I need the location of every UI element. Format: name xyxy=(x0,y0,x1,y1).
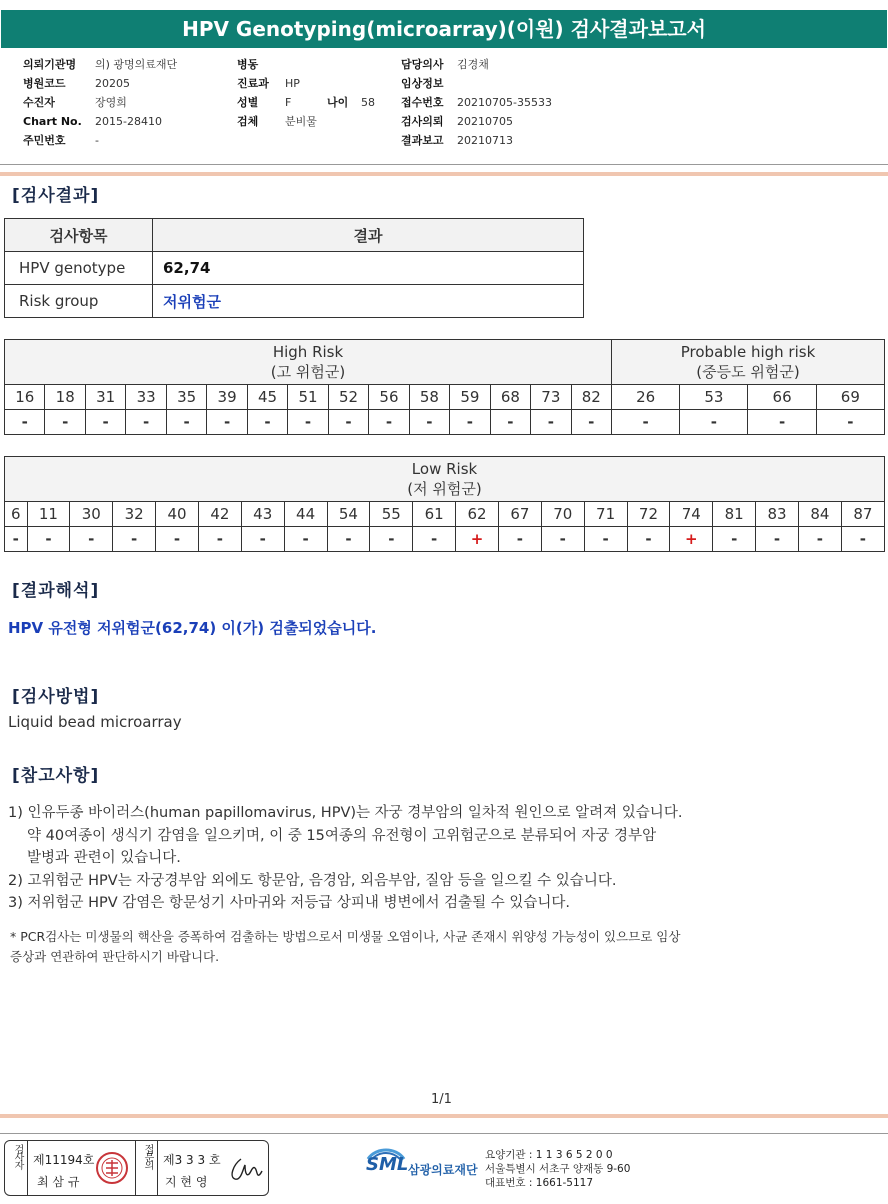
genotype-type-cell: 43 xyxy=(241,502,284,527)
genotype-result-cell: - xyxy=(413,527,456,552)
info-row xyxy=(237,114,375,133)
genotype-result-cell: - xyxy=(498,527,541,552)
genotype-result-cell: - xyxy=(5,527,28,552)
info-value: 김경채 xyxy=(457,58,489,71)
header-result: 결과 xyxy=(153,219,584,252)
info-label: 검체 xyxy=(237,115,259,128)
genotype-result-cell: - xyxy=(247,410,287,435)
probable-risk-title: Probable high risk xyxy=(680,343,816,361)
note-line: 3) 저위험군 HPV 감염은 항문성기 사마귀와 저등급 상피내 병변에서 검출될 수 있습니다. xyxy=(8,895,570,911)
genotype-type-cell: 70 xyxy=(541,502,584,527)
info-row xyxy=(23,114,177,133)
genotype-result-cell: - xyxy=(531,410,571,435)
info-value: 2015-28410 xyxy=(95,115,162,128)
genotype-result-cell: - xyxy=(369,410,409,435)
genotype-result-cell: - xyxy=(284,527,327,552)
genotype-type-cell: 84 xyxy=(798,502,841,527)
info-row xyxy=(401,57,552,76)
genotype-result-cell: - xyxy=(327,527,370,552)
note-line: 발병과 관련이 있습니다. xyxy=(27,850,181,866)
info-label: 병원코드 xyxy=(23,77,66,90)
info-row xyxy=(401,76,552,95)
genotype-result-cell: - xyxy=(612,410,680,435)
high-risk-subtitle: (고 위험군) xyxy=(270,363,346,381)
footer xyxy=(0,1136,888,1204)
info-row xyxy=(23,95,177,114)
org-code: 요양기관 : 1 1 3 6 5 2 0 0 xyxy=(485,1149,613,1161)
genotype-result-cell: - xyxy=(816,410,884,435)
info-value: HP xyxy=(285,77,300,90)
org-logo-text: SML xyxy=(366,1154,409,1175)
genotype-result-cell: - xyxy=(490,410,530,435)
org-name: 삼광의료재단 xyxy=(408,1163,478,1177)
header-item: 검사항목 xyxy=(5,219,153,252)
genotype-type-cell: 59 xyxy=(450,385,490,410)
info-row xyxy=(401,95,552,114)
info-label: 주민번호 xyxy=(23,134,66,147)
genotype-result-cell: - xyxy=(198,527,241,552)
page-number: 1/1 xyxy=(431,1092,452,1107)
org-details xyxy=(485,1148,630,1190)
seal-icon xyxy=(95,1151,129,1185)
info-value: - xyxy=(95,134,99,147)
genotype-result-cell: - xyxy=(584,527,627,552)
genotype-type-cell: 71 xyxy=(584,502,627,527)
footer-divider xyxy=(0,1133,888,1134)
genotype-type-cell: 53 xyxy=(680,385,748,410)
result-table xyxy=(4,218,584,318)
info-row xyxy=(237,95,375,114)
genotype-type-cell: 62 xyxy=(456,502,499,527)
info-label: 결과보고 xyxy=(401,134,444,147)
low-risk-table xyxy=(4,456,885,552)
genotype-type-cell: 39 xyxy=(207,385,247,410)
genotype-type-cell: 52 xyxy=(328,385,368,410)
genotype-type-cell: 42 xyxy=(198,502,241,527)
info-value: 장영희 xyxy=(95,96,127,109)
section-result-heading: [검사결과] xyxy=(12,186,100,206)
genotype-result-cell: - xyxy=(207,410,247,435)
genotype-type-cell: 31 xyxy=(85,385,125,410)
genotype-result-cell: - xyxy=(156,527,199,552)
genotype-type-cell: 6 xyxy=(5,502,28,527)
type-row xyxy=(5,385,885,410)
info-row xyxy=(401,133,552,152)
genotype-type-cell: 54 xyxy=(327,502,370,527)
genotype-result-cell: - xyxy=(798,527,841,552)
org-address: 서울특별시 서초구 양재동 9-60 xyxy=(485,1163,631,1175)
genotype-type-cell: 82 xyxy=(571,385,611,410)
info-row xyxy=(237,57,375,76)
genotype-result-cell: - xyxy=(841,527,884,552)
genotype-result-cell: - xyxy=(241,527,284,552)
info-row xyxy=(401,114,552,133)
info-left xyxy=(23,57,177,152)
probable-risk-subtitle: (중등도 위험군) xyxy=(696,363,800,381)
info-value: 의) 광명의료재단 xyxy=(95,58,178,71)
genotype-result-cell: - xyxy=(450,410,490,435)
info-label: 의뢰기관명 xyxy=(23,58,77,71)
result-row xyxy=(5,527,885,552)
notes-block xyxy=(8,802,682,915)
stamp-col xyxy=(135,1141,158,1195)
info-row xyxy=(23,57,177,76)
genotype-type-cell: 26 xyxy=(612,385,680,410)
note-line: 1) 인유두종 바이러스(human papillomavirus, HPV)는 자궁 경부암의 일차적 원인으로 알려져 있습니다. xyxy=(8,805,683,821)
stamp-no2: 제3 3 3 호 xyxy=(163,1153,221,1167)
signature-stamp xyxy=(4,1140,269,1196)
org-phone: 대표번호 : 1661-5117 xyxy=(485,1177,594,1189)
section-notes-heading: [참고사항] xyxy=(12,766,100,786)
note-line: 2) 고위험군 HPV는 자궁경부암 외에도 항문암, 음경암, 외음부암, 질암 등을 일으킬 수 있습니다. xyxy=(8,872,617,889)
genotype-result-cell: - xyxy=(27,527,70,552)
note-line: 약 40여종이 생식기 감염을 일으키며, 이 중 15여종의 유전형이 고위험군으로 분류되어 자궁 경부암 xyxy=(27,827,657,844)
genotype-type-cell: 16 xyxy=(5,385,45,410)
genotype-type-cell: 66 xyxy=(748,385,816,410)
info-label: 검사의뢰 xyxy=(401,115,444,128)
footer-accent-divider xyxy=(0,1114,888,1118)
interpretation-text: HPV 유전형 저위험군(62,74) 이(가) 검출되었습니다. xyxy=(8,619,377,637)
info-value: 분비물 xyxy=(285,115,317,128)
genotype-type-cell: 81 xyxy=(713,502,756,527)
divider xyxy=(0,164,888,165)
genotype-result-cell: - xyxy=(571,410,611,435)
info-label: 병동 xyxy=(237,58,259,71)
genotype-type-cell: 55 xyxy=(370,502,413,527)
info-label: Chart No. xyxy=(23,115,82,128)
probable-risk-header xyxy=(612,340,885,385)
age-label: 나이 xyxy=(327,96,349,109)
accent-divider xyxy=(0,172,888,176)
genotype-result-cell: - xyxy=(748,410,816,435)
stamp-col xyxy=(27,1141,136,1195)
info-label: 임상정보 xyxy=(401,77,444,90)
genotype-type-cell: 56 xyxy=(369,385,409,410)
info-row xyxy=(23,133,177,152)
stamp-no1: 제11194호 xyxy=(33,1153,95,1167)
table-row xyxy=(5,285,584,318)
cell-item: Risk group xyxy=(5,285,153,318)
genotype-result-cell: + xyxy=(456,527,499,552)
table-row xyxy=(5,252,584,285)
genotype-type-cell: 44 xyxy=(284,502,327,527)
genotype-result-cell: - xyxy=(680,410,748,435)
info-value: F xyxy=(285,96,292,109)
high-risk-title: High Risk xyxy=(272,343,344,361)
method-text: Liquid bead microarray xyxy=(8,713,182,731)
result-row xyxy=(5,410,885,435)
genotype-type-cell: 32 xyxy=(113,502,156,527)
footnote-block xyxy=(10,927,680,967)
genotype-result-cell: - xyxy=(409,410,449,435)
genotype-type-cell: 87 xyxy=(841,502,884,527)
cell-risk-group-value: 저위험군 xyxy=(153,285,584,318)
genotype-type-cell: 73 xyxy=(531,385,571,410)
type-row xyxy=(5,502,885,527)
genotype-result-cell: + xyxy=(670,527,713,552)
genotype-type-cell: 68 xyxy=(490,385,530,410)
info-label: 담당의사 xyxy=(401,58,444,71)
low-risk-header xyxy=(5,457,885,502)
section-method-heading: [검사방법] xyxy=(12,687,100,707)
low-risk-title: Low Risk xyxy=(411,460,478,478)
age-value: 58 xyxy=(361,96,375,109)
genotype-result-cell: - xyxy=(328,410,368,435)
info-label: 성별 xyxy=(237,96,259,109)
stamp-col xyxy=(5,1141,28,1195)
genotype-type-cell: 51 xyxy=(288,385,328,410)
genotype-type-cell: 72 xyxy=(627,502,670,527)
stamp-name2: 지 현 영 xyxy=(165,1175,208,1189)
info-label: 접수번호 xyxy=(401,96,444,109)
genotype-result-cell: - xyxy=(370,527,413,552)
stamp-label-specialist: 접문의 xyxy=(142,1144,153,1168)
genotype-type-cell: 45 xyxy=(247,385,287,410)
high-risk-table xyxy=(4,339,885,435)
info-value: 20205 xyxy=(95,77,130,90)
genotype-result-cell: - xyxy=(713,527,756,552)
genotype-result-cell: - xyxy=(756,527,799,552)
genotype-result-cell: - xyxy=(126,410,166,435)
genotype-result-cell: - xyxy=(70,527,113,552)
info-value: 20210713 xyxy=(457,134,513,147)
genotype-type-cell: 33 xyxy=(126,385,166,410)
genotype-result-cell: - xyxy=(113,527,156,552)
genotype-type-cell: 69 xyxy=(816,385,884,410)
footnote-line: 증상과 연관하여 판단하시기 바랍니다. xyxy=(10,949,220,964)
genotype-type-cell: 61 xyxy=(413,502,456,527)
genotype-type-cell: 67 xyxy=(498,502,541,527)
genotype-type-cell: 30 xyxy=(70,502,113,527)
info-label: 수진자 xyxy=(23,96,55,109)
genotype-type-cell: 74 xyxy=(670,502,713,527)
info-mid xyxy=(237,57,375,133)
genotype-result-cell: - xyxy=(5,410,45,435)
info-row xyxy=(23,76,177,95)
high-risk-header xyxy=(5,340,612,385)
genotype-result-cell: - xyxy=(288,410,328,435)
genotype-type-cell: 18 xyxy=(45,385,85,410)
genotype-result-cell: - xyxy=(85,410,125,435)
info-row xyxy=(237,76,375,95)
stamp-name1: 최 삼 규 xyxy=(37,1175,80,1189)
info-value: 20210705 xyxy=(457,115,513,128)
genotype-result-cell: - xyxy=(541,527,584,552)
genotype-type-cell: 58 xyxy=(409,385,449,410)
info-right xyxy=(401,57,552,152)
genotype-type-cell: 83 xyxy=(756,502,799,527)
cell-item: HPV genotype xyxy=(5,252,153,285)
signature-icon xyxy=(227,1155,263,1185)
section-interp-heading: [결과해석] xyxy=(12,581,100,601)
low-risk-subtitle: (저 위험군) xyxy=(407,480,482,498)
footnote-line: * PCR검사는 미생물의 핵산을 증폭하여 검출하는 방법으로서 미생물 오염이나, 사균 존재시 위양성 가능성이 있으므로 임상 xyxy=(10,929,681,944)
genotype-type-cell: 11 xyxy=(27,502,70,527)
genotype-result-cell: - xyxy=(627,527,670,552)
cell-genotype-value: 62,74 xyxy=(153,252,584,285)
info-value: 20210705-35533 xyxy=(457,96,552,109)
genotype-result-cell: - xyxy=(45,410,85,435)
genotype-type-cell: 35 xyxy=(166,385,206,410)
report-title: HPV Genotyping(microarray)(이원) 검사결과보고서 xyxy=(1,10,887,48)
stamp-label-examiner: 검사자 xyxy=(12,1144,23,1168)
genotype-result-cell: - xyxy=(166,410,206,435)
info-label: 진료과 xyxy=(237,77,269,90)
genotype-type-cell: 40 xyxy=(156,502,199,527)
